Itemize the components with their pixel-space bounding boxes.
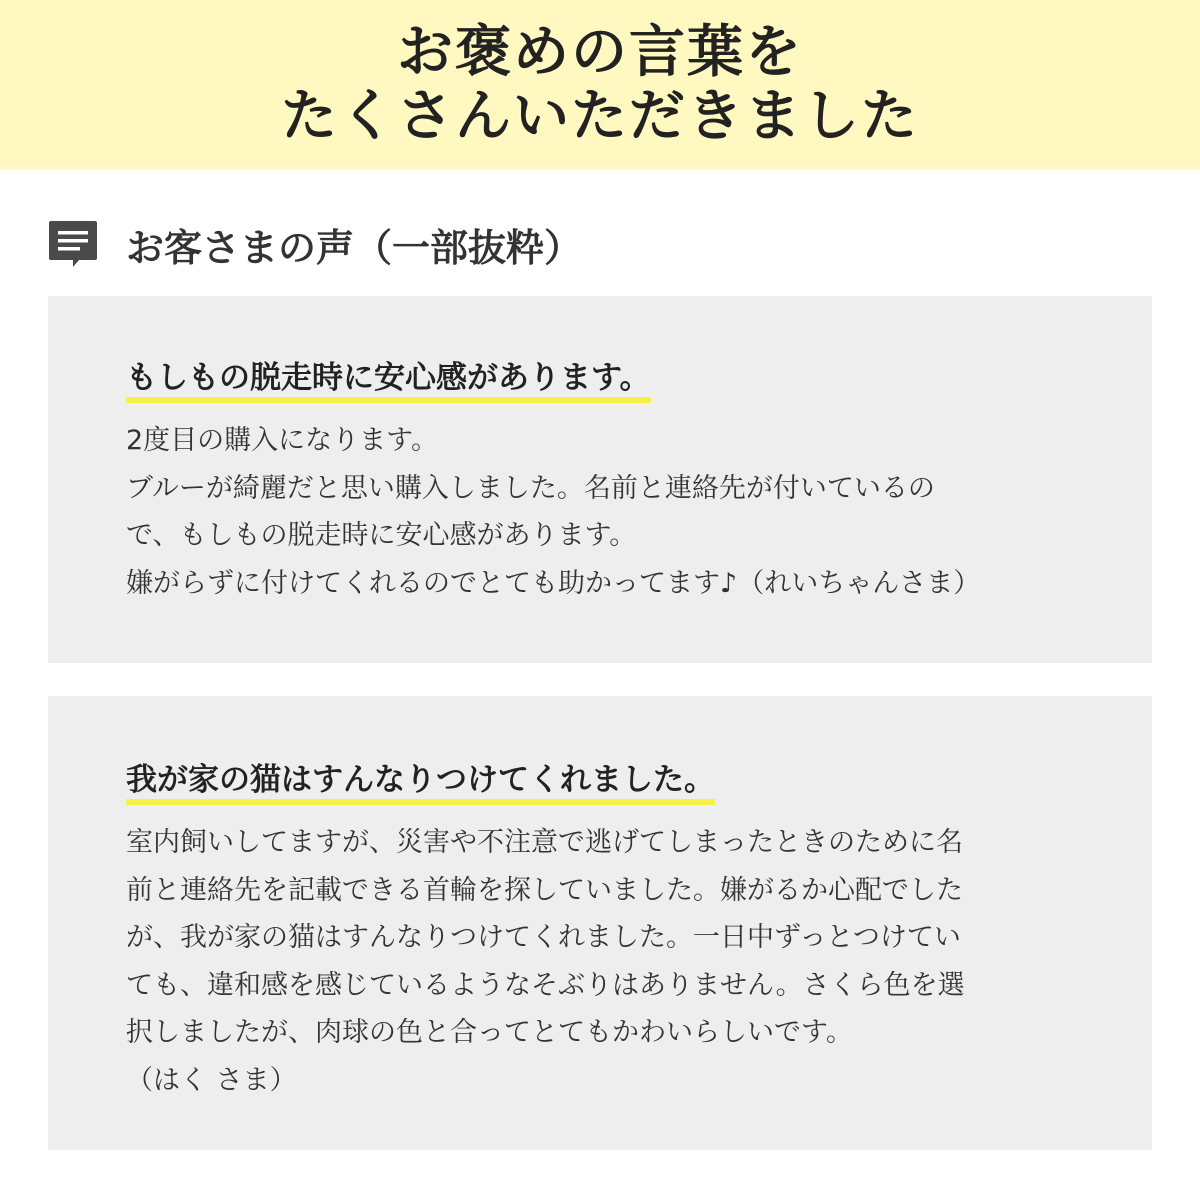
testimonial-line: が、我が家の猫はすんなりつけてくれました。一日中ずっとつけてい: [126, 922, 961, 953]
testimonial-line: 前と連絡先を記載できる首輪を探していました。嫌がるか心配でした: [126, 874, 963, 906]
section-title: お客さまの声（一部抜粋）: [126, 225, 583, 270]
testimonial-body: [126, 417, 1112, 607]
banner-title-line-2: たくさんいただきました: [281, 84, 919, 149]
banner-title-line-1: お褒めの言葉を: [397, 20, 803, 85]
testimonial-card: [48, 296, 1152, 663]
testimonial-line: ブルーが綺麗だと思い購入しました。名前と連絡先が付いているの: [126, 472, 935, 504]
testimonial-body: [126, 819, 1112, 1104]
comment-icon: [48, 219, 98, 269]
testimonial-card: [48, 696, 1152, 1150]
section-heading: [48, 214, 582, 274]
testimonial-line: 室内飼いしてますが、災害や不注意で逃げてしまったときのために名: [126, 827, 963, 858]
testimonial-line: ても、違和感を感じているようなそぶりはありません。さくら色を選: [126, 969, 965, 1001]
testimonial-title: 我が家の猫はすんなりつけてくれました。: [126, 754, 715, 805]
testimonial-line: 択しましたが、肉球の色と合ってとてもかわいらしいです。: [126, 1017, 853, 1048]
testimonial-line: 2度目の購入になります。: [126, 425, 439, 456]
testimonial-line: で、もしもの脱走時に安心感があります。: [126, 520, 637, 551]
testimonial-line: （はく さま）: [126, 1064, 297, 1096]
header-banner: [0, 0, 1200, 170]
testimonial-line: 嫌がらずに付けてくれるのでとても助かってます♪（れいちゃんさま）: [126, 567, 981, 599]
testimonial-title: もしもの脱走時に安心感があります。: [126, 352, 651, 403]
